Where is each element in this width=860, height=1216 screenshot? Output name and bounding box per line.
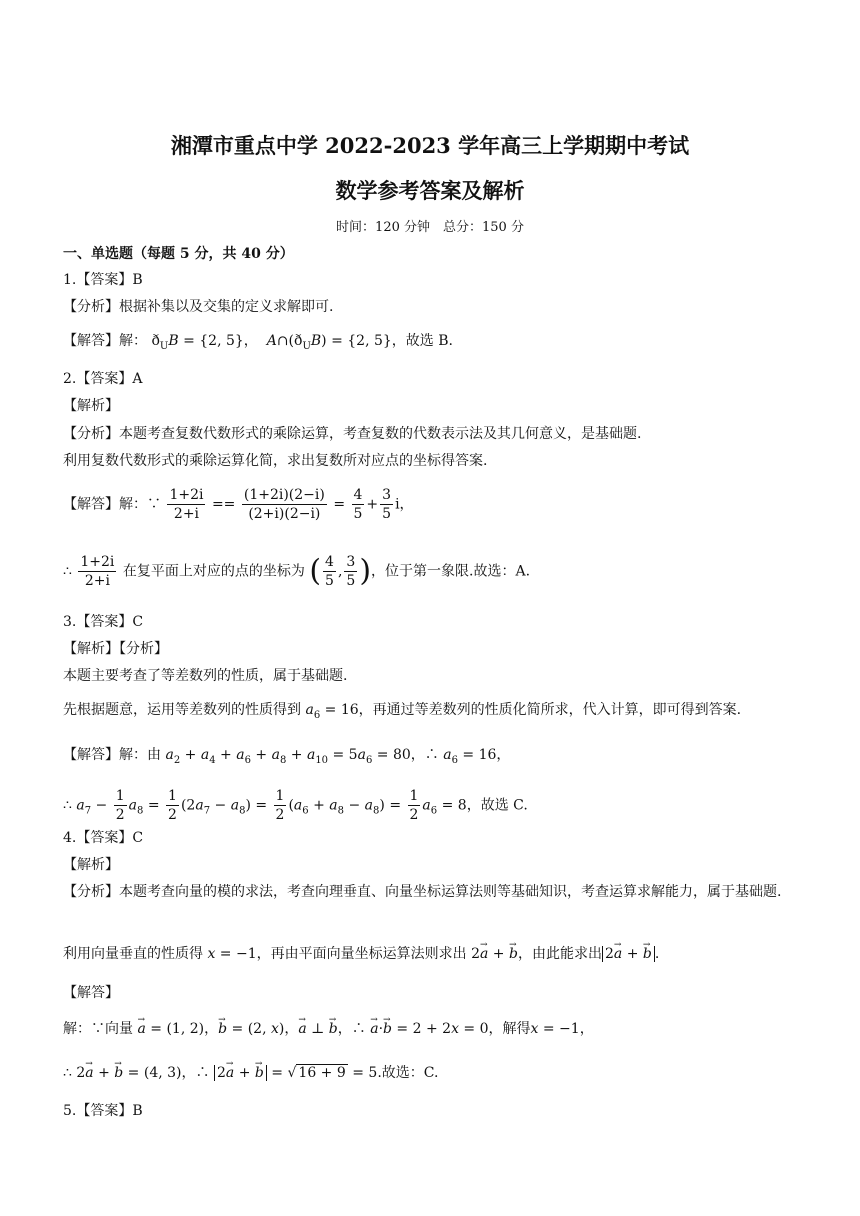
q4-solution1: 解：∵向量 → a = (1, 2)，→ b = (2, x)，→ a ⊥ → b，∴ → a·→ b = 2 + 2x = 0，解得x = −1， [63, 1019, 594, 1039]
q4-jiexi: 【解析】 [63, 857, 119, 873]
q4-analysis: 【分析】本题考查向量的模的求法，考查向理垂直、向量坐标运算法则等基础知识，考查运算求解能力，属于基础题. [63, 884, 782, 900]
q3-text2: 先根据题意，运用等差数列的性质得到 $a_6 = 16$，再通过等差数列的性质化简所求，代入计算，即可得到答案. [63, 702, 742, 721]
q2-answer: 2.【答案】A [63, 371, 143, 387]
q2-analysis: 【分析】本题考查复数代数形式的乘除运算，考查复数的代数表示法及其几何意义，是基础题. [63, 426, 642, 442]
section-heading: 一、单选题（每题 5 分，共 40 分） [63, 246, 294, 262]
q5-answer: 5.【答案】B [63, 1103, 143, 1119]
q2-conclusion: ∴ $\frac{1+2i}{2+i}$ 在复平面上对应的点的坐标为 ( $\frac{4}{5}$ , $\frac{3}{5}$ )，位于第一象限.故选：A. [63, 553, 531, 589]
q1-answer: 1.【答案】B [63, 272, 143, 288]
q4-text2: 利用向量垂直的性质得 x = −1，再由平面向量坐标运算法则求出 2→ a + → b，由此能求出 2→ a + → b . [63, 944, 659, 964]
q4-answer: 4.【答案】C [63, 830, 144, 846]
exam-meta: 时间：120 分钟 总分：150 分 [336, 220, 524, 235]
q2-analysis2: 利用复数代数形式的乘除运算化简，求出复数所对应点的坐标得答案. [63, 453, 488, 469]
q3-solution2: ∴ $a_7$ − $\frac{1}{2}$ $a_8$ = $\frac{1}{2}$ $(2a_7 - a_8)$ = $\frac{1}{2}$ $(a_6 + a_8 - a_8)$ = $\frac{1}{2}$ $a_6 = 8$，故选 C. [63, 788, 528, 823]
q3-answer: 3.【答案】C [63, 614, 144, 630]
page-title: 湘潭市重点中学 2022-2023 学年高三上学期期中考试 [170, 133, 690, 158]
page-subtitle: 数学参考答案及解析 [335, 178, 525, 203]
q3-text1: 本题主要考查了等差数列的性质，属于基础题. [63, 668, 348, 684]
q2-solution: 【解答】解：∵ $\frac{1+2i}{2+i}$ == $\frac{(1+2i)(2-i)}{(2+i)(2-i)}$ = $\frac{4}{5}$ + $\frac{3}{5}$ i， [63, 487, 414, 522]
q1-solution: 【解答】解： $ð_UB = \{2$, 5}， $A\cap(ð_UB) = \{2$, 5}，故选 B. [63, 333, 453, 352]
q3-jiexi: 【解析】【分析】 [63, 641, 168, 657]
q3-solution: 【解答】解：由 $a_2 + a_4 + a_6 + a_8 + a_{10} = 5a_6 = 80$，∴ $a_6 = 16$， [63, 747, 511, 766]
q1-analysis: 【分析】根据补集以及交集的定义求解即可. [63, 299, 334, 315]
q4-solution-head: 【解答】 [63, 985, 119, 1001]
q2-jiexi: 【解析】 [63, 398, 119, 414]
q4-solution2: ∴ 2→ a + → b = (4, 3)，∴ 2→ a + → b = √ 16 + 9 = 5.故选：C. [63, 1063, 438, 1083]
